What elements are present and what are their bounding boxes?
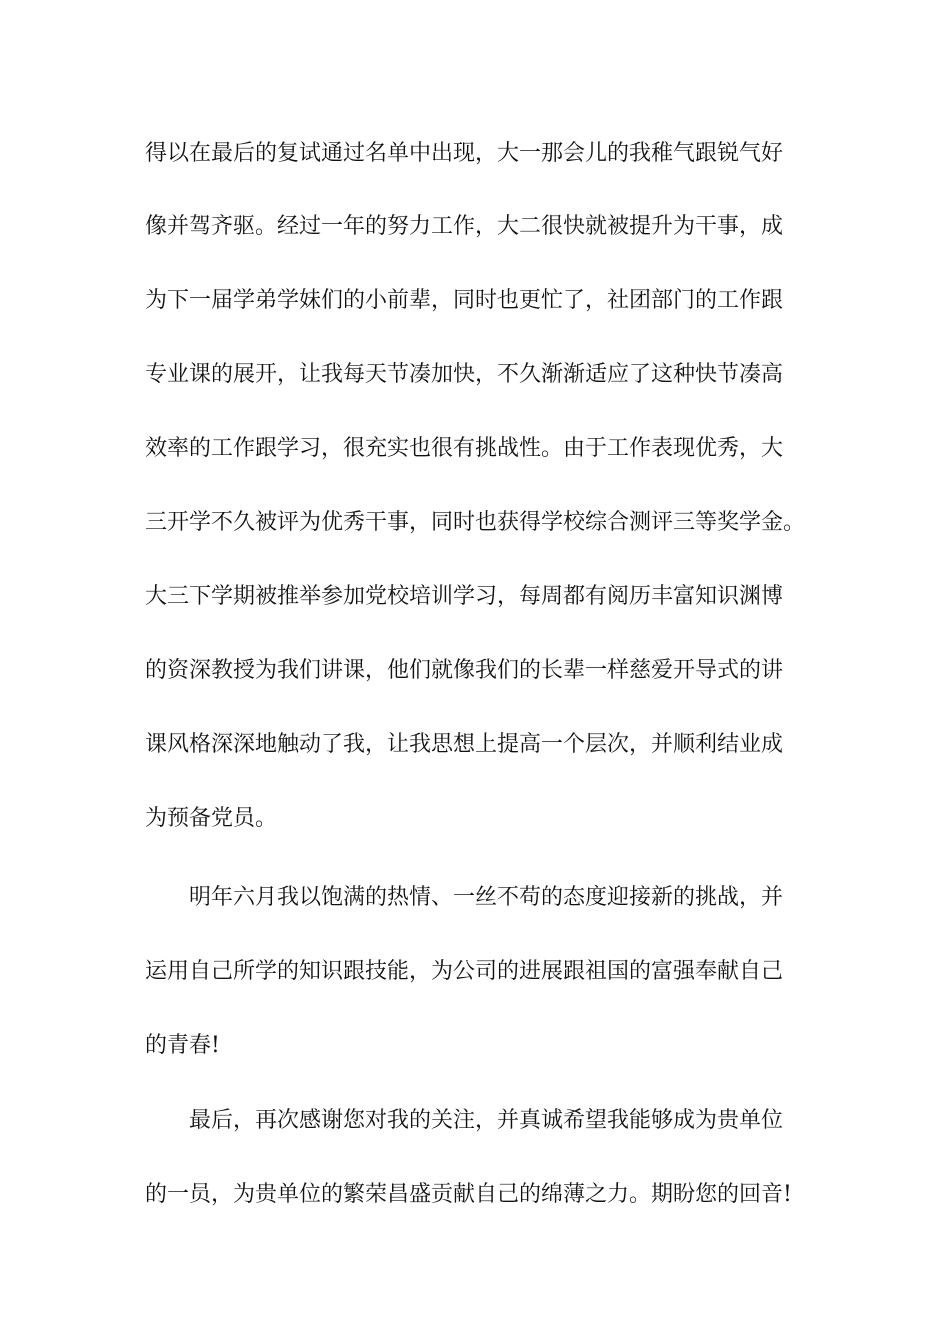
text-line: 的资深教授为我们讲课，他们就像我们的长辈一样慈爱开导式的讲 bbox=[145, 658, 784, 683]
text-line: 大三下学期被推举参加党校培训学习，每周都有阅历丰富知识渊博 bbox=[145, 584, 784, 609]
text-line: 像并驾齐驱。经过一年的努力工作，大二很快就被提升为干事，成 bbox=[145, 214, 784, 239]
text-line: 运用自己所学的知识跟技能，为公司的进展跟祖国的富强奉献自己 bbox=[145, 959, 784, 984]
text-line: 得以在最后的复试通过名单中出现，大一那会儿的我稚气跟锐气好 bbox=[145, 141, 784, 166]
text-line: 为下一届学弟学妹们的小前辈，同时也更忙了，社团部门的工作跟 bbox=[145, 288, 784, 313]
text-line: 的青春! bbox=[145, 1033, 220, 1058]
text-line: 的一员，为贵单位的繁荣昌盛贡献自己的绵薄之力。期盼您的回音! bbox=[145, 1182, 792, 1207]
text-line: 最后，再次感谢您对我的关注，并真诚希望我能够成为贵单位 bbox=[189, 1108, 784, 1133]
text-line: 明年六月我以饱满的热情、一丝不苟的态度迎接新的挑战，并 bbox=[189, 885, 784, 910]
text-line: 效率的工作跟学习，很充实也很有挑战性。由于工作表现优秀，大 bbox=[145, 436, 784, 461]
text-line: 课风格深深地触动了我，让我思想上提高一个层次，并顺利结业成 bbox=[145, 732, 784, 757]
text-line: 为预备党员。 bbox=[145, 806, 278, 831]
text-line: 三开学不久被评为优秀干事，同时也获得学校综合测评三等奖学金。 bbox=[145, 510, 806, 535]
text-line: 专业课的展开，让我每天节凑加快，不久渐渐适应了这种快节凑高 bbox=[145, 362, 784, 387]
